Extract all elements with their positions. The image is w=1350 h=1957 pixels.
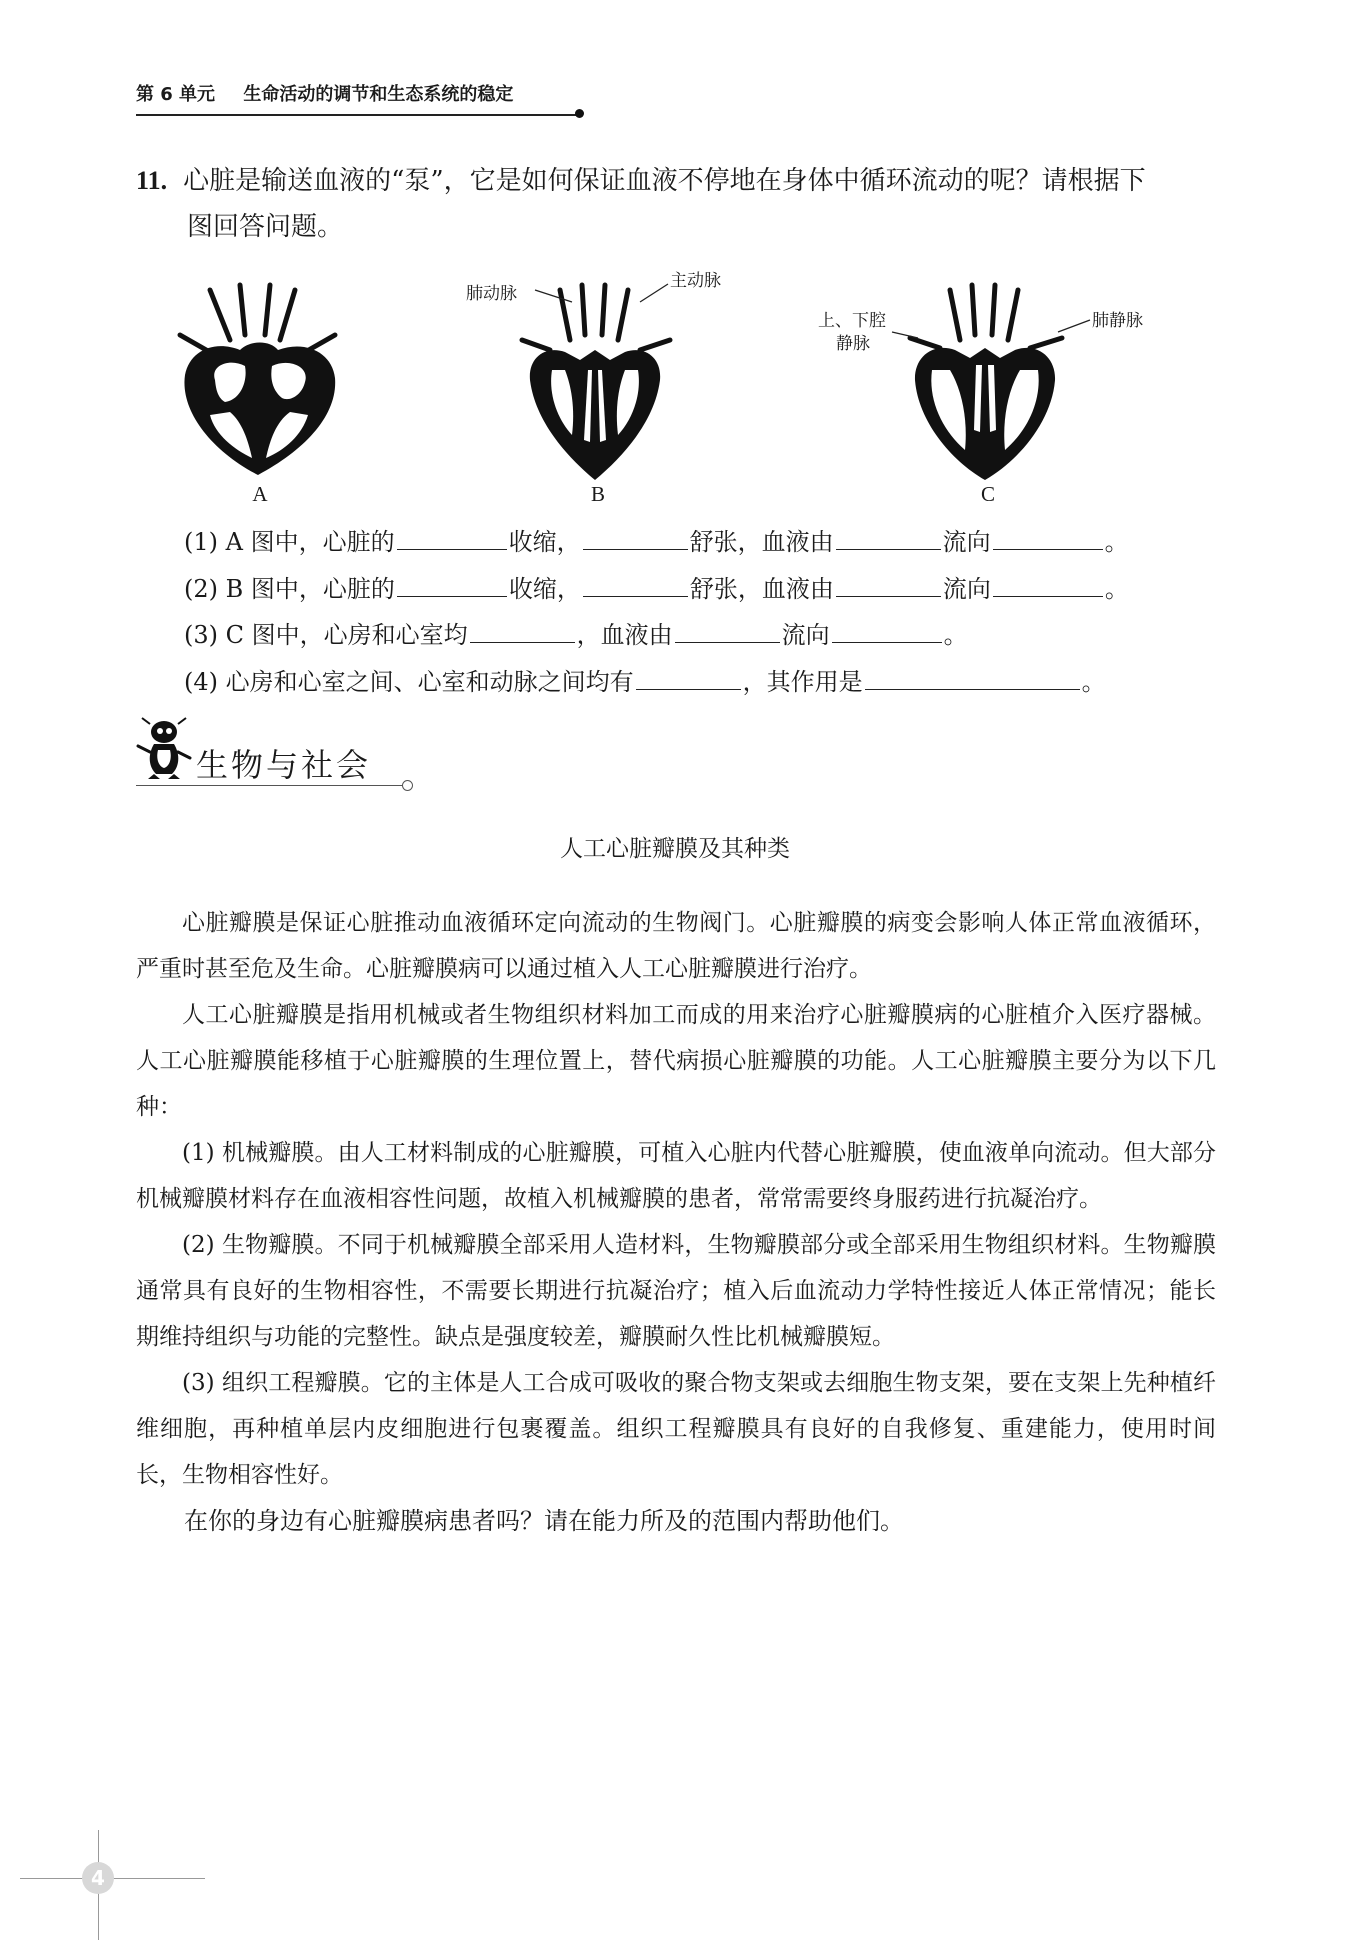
heart-figure-a xyxy=(170,270,350,480)
unit-title: 生命活动的调节和生态系统的稳定 xyxy=(243,84,514,105)
subq2-text-2: 收缩， xyxy=(508,575,581,603)
subquestion-4 xyxy=(184,665,1214,699)
unit-label: 第 6 单元 xyxy=(136,84,216,105)
subq1-text-4: 流向 xyxy=(942,528,991,556)
article-paragraph: (2) 生物瓣膜。不同于机械瓣膜全部采用人造材料，生物瓣膜部分或全部采用生物组织材料。生物瓣膜通常具有良好的生物相容性，不需要长期进行抗凝治疗；植入后血流动力学特性接近人体正常情况；能长期维持组织与功能的完整性。缺点是强度较差，瓣膜耐久性比机械瓣膜短。 xyxy=(136,1232,1216,1350)
article-title: 人工心脏瓣膜及其种类 xyxy=(560,836,790,862)
subq3-text-1: (3) C 图中，心房和心室均 xyxy=(184,621,468,649)
aorta-label: 主动脉 xyxy=(670,271,721,291)
subq2-text-4: 流向 xyxy=(942,575,991,603)
figure-a-label: A xyxy=(252,482,268,506)
heart-diagram-a xyxy=(170,270,350,480)
answer-blank[interactable] xyxy=(865,667,1080,690)
page-header xyxy=(136,80,580,116)
answer-blank[interactable] xyxy=(836,574,941,597)
subq1-text-5: 。 xyxy=(1104,528,1129,556)
section-mascot-icon xyxy=(136,716,192,784)
answer-blank[interactable] xyxy=(993,574,1103,597)
header-dot xyxy=(575,109,584,118)
subq2-text-5: 。 xyxy=(1104,575,1129,603)
section-title: 生物与社会 xyxy=(196,746,372,784)
article-paragraph: 心脏瓣膜是保证心脏推动血液循环定向流动的生物阀门。心脏瓣膜的病变会影响人体正常血液循环，严重时甚至危及生命。心脏瓣膜病可以通过植入人工心脏瓣膜进行治疗。 xyxy=(136,910,1216,982)
section-underline xyxy=(136,785,406,786)
page-number: 4 xyxy=(82,1862,114,1894)
question-11 xyxy=(136,158,1216,250)
subq2-text-3: 舒张，血液由 xyxy=(689,575,834,603)
article-closing: 在你的身边有心脏瓣膜病患者吗？请在能力所及的范围内帮助他们。 xyxy=(184,1507,904,1535)
answer-blank[interactable] xyxy=(836,527,941,550)
answer-blank[interactable] xyxy=(636,667,741,690)
article-paragraph: 人工心脏瓣膜是指用机械或者生物组织材料加工而成的用来治疗心脏瓣膜病的心脏植介入医疗器械。人工心脏瓣膜能移植于心脏瓣膜的生理位置上，替代病损心脏瓣膜的功能。人工心脏瓣膜主要分为以下几种： xyxy=(136,1002,1216,1120)
figure-b-leader-lines xyxy=(530,280,710,310)
subq1-text-1: (1) A 图中，心脏的 xyxy=(184,528,395,556)
vena-cava-label-line2: 静脉 xyxy=(836,334,870,354)
answer-blank[interactable] xyxy=(583,574,688,597)
answer-blank[interactable] xyxy=(832,620,942,643)
vena-cava-label-line1: 上、下腔 xyxy=(818,311,886,331)
subq2-text-1: (2) B 图中，心脏的 xyxy=(184,575,395,603)
pulmonary-artery-label: 肺动脉 xyxy=(466,284,517,304)
heart-figure-c xyxy=(900,270,1070,485)
subquestion-2 xyxy=(184,572,1214,606)
subq1-text-3: 舒张，血液由 xyxy=(689,528,834,556)
answer-blank[interactable] xyxy=(470,620,575,643)
subq4-text-3: 。 xyxy=(1081,668,1106,696)
subq4-text-2: ，其作用是 xyxy=(742,668,863,696)
subquestion-3 xyxy=(184,618,1214,652)
subq4-text-1: (4) 心房和心室之间、心室和动脉之间均有 xyxy=(184,668,634,696)
subq1-text-2: 收缩， xyxy=(508,528,581,556)
figure-c-label: C xyxy=(980,482,995,506)
question-text-line1: 心脏是输送血液的“泵”，它是如何保证血液不停地在身体中循环流动的呢？请根据下 xyxy=(183,166,1146,196)
pulmonary-vein-label: 肺静脉 xyxy=(1092,311,1143,331)
question-number: 11. xyxy=(136,166,168,195)
answer-blank[interactable] xyxy=(397,527,507,550)
figure-b-label: B xyxy=(590,482,605,506)
subq3-text-3: 流向 xyxy=(781,621,830,649)
answer-blank[interactable] xyxy=(397,574,507,597)
article-paragraph: (1) 机械瓣膜。由人工材料制成的心脏瓣膜，可植入心脏内代替心脏瓣膜，使血液单向流动。但大部分机械瓣膜材料存在血液相容性问题，故植入机械瓣膜的患者，常常需要终身服药进行抗凝治疗。 xyxy=(136,1140,1216,1212)
subq3-text-2: ，血液由 xyxy=(576,621,673,649)
answer-blank[interactable] xyxy=(993,527,1103,550)
section-underline-dot xyxy=(402,780,413,791)
heart-diagram-c xyxy=(900,270,1070,485)
answer-blank[interactable] xyxy=(583,527,688,550)
subquestion-1 xyxy=(184,525,1214,559)
answer-blank[interactable] xyxy=(675,620,780,643)
subq3-text-4: 。 xyxy=(943,621,968,649)
figure-c-leader-lines xyxy=(890,310,1100,350)
question-text-line2: 图回答问题。 xyxy=(187,212,344,242)
article-body xyxy=(136,900,1216,1544)
article-paragraph: (3) 组织工程瓣膜。它的主体是人工合成可吸收的聚合物支架或去细胞生物支架，要在支架上先种植纤维细胞，再种植单层内皮细胞进行包裹覆盖。组织工程瓣膜具有良好的自我修复、重建能力，使用时间长，生物相容性好。 xyxy=(136,1370,1216,1488)
